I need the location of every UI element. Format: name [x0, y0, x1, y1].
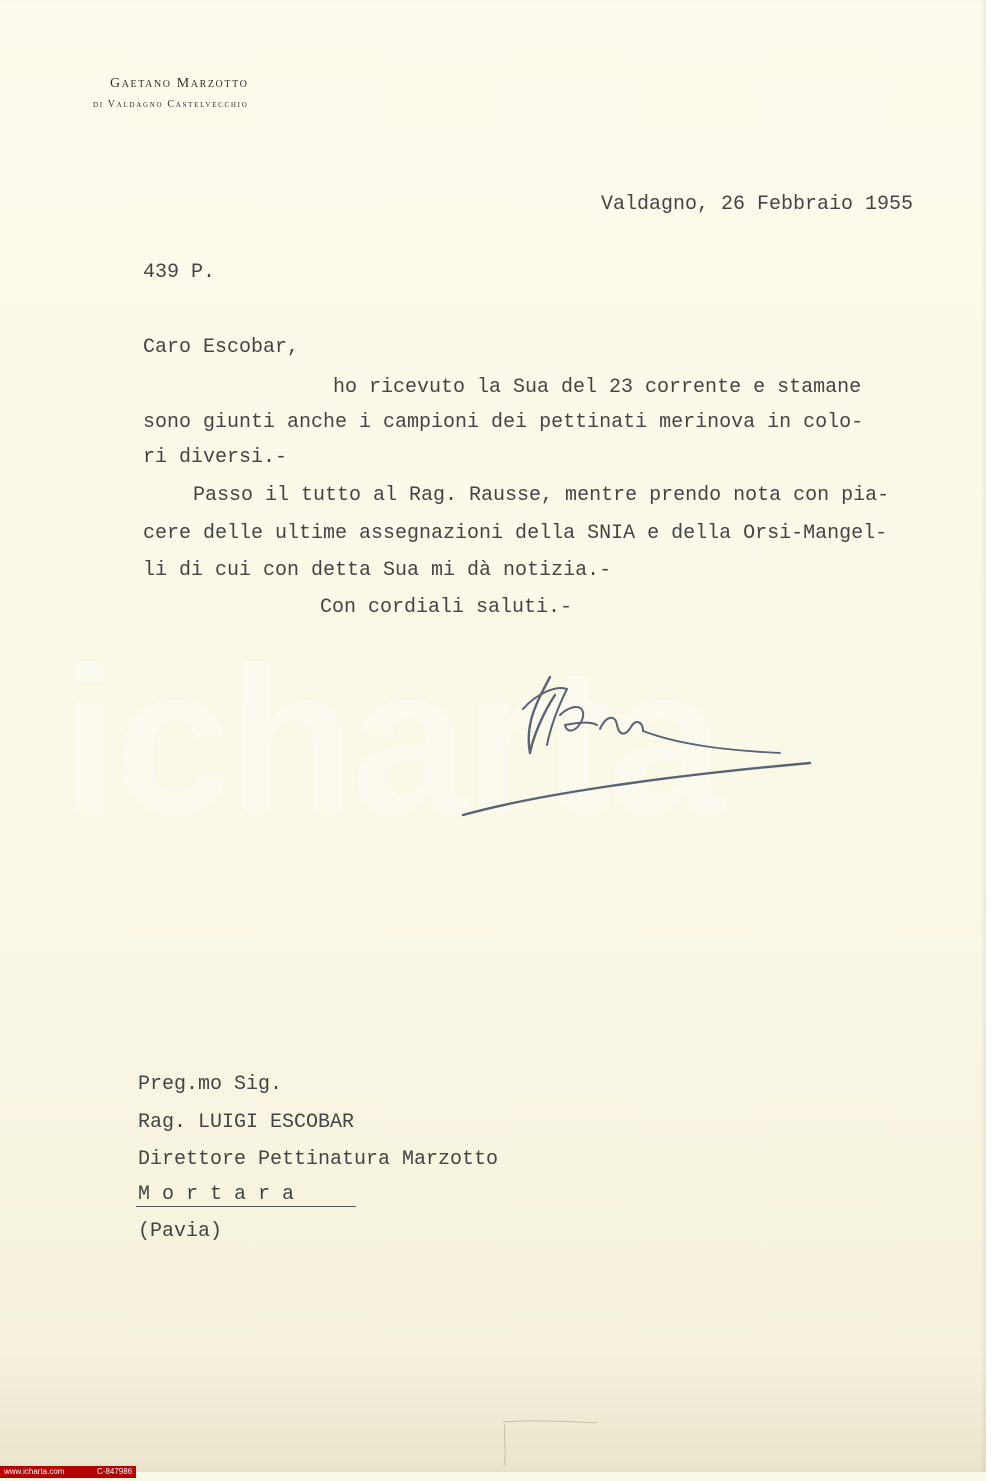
body-line: Passo il tutto al Rag. Rausse, mentre prendo nota con pia-: [193, 484, 890, 507]
address-title: Direttore Pettinatura Marzotto: [138, 1148, 499, 1171]
scan-margin: [986, 0, 1000, 1481]
address-province: (Pavia): [138, 1220, 223, 1243]
date-line: Valdagno, 26 Febbraio 1955: [601, 193, 914, 216]
body-line: ho ricevuto la Sua del 23 corrente e stamane: [333, 376, 862, 399]
footer-code: C-847986: [97, 1467, 133, 1476]
signature: [455, 665, 825, 825]
body-line: li di cui con detta Sua mi dà notizia.-: [143, 559, 612, 582]
watermark: icharta: [60, 623, 721, 858]
footer-url: www.icharta.com: [4, 1467, 65, 1476]
reference-number: 439 P.: [143, 261, 216, 284]
address-name: Rag. LUIGI ESCOBAR: [138, 1111, 355, 1134]
address-city: M o r t a r a: [138, 1183, 295, 1206]
letterhead-subtitle: di Valdagno Castelvecchio: [93, 99, 249, 110]
paper-fold-mark: [495, 1418, 605, 1468]
body-line: ri diversi.-: [143, 446, 288, 469]
closing: Con cordiali saluti.-: [320, 596, 573, 619]
letterhead-name: Gaetano Marzotto: [110, 76, 249, 91]
address-line: Preg.mo Sig.: [138, 1073, 283, 1096]
body-line: sono giunti anche i campioni dei pettinati merinova in colo-: [143, 411, 864, 434]
footer-bar: [0, 1466, 136, 1478]
city-underline: [136, 1206, 356, 1207]
salutation: Caro Escobar,: [143, 336, 300, 359]
body-line: cere delle ultime assegnazioni della SNIA e della Orsi-Mangel-: [143, 522, 888, 545]
